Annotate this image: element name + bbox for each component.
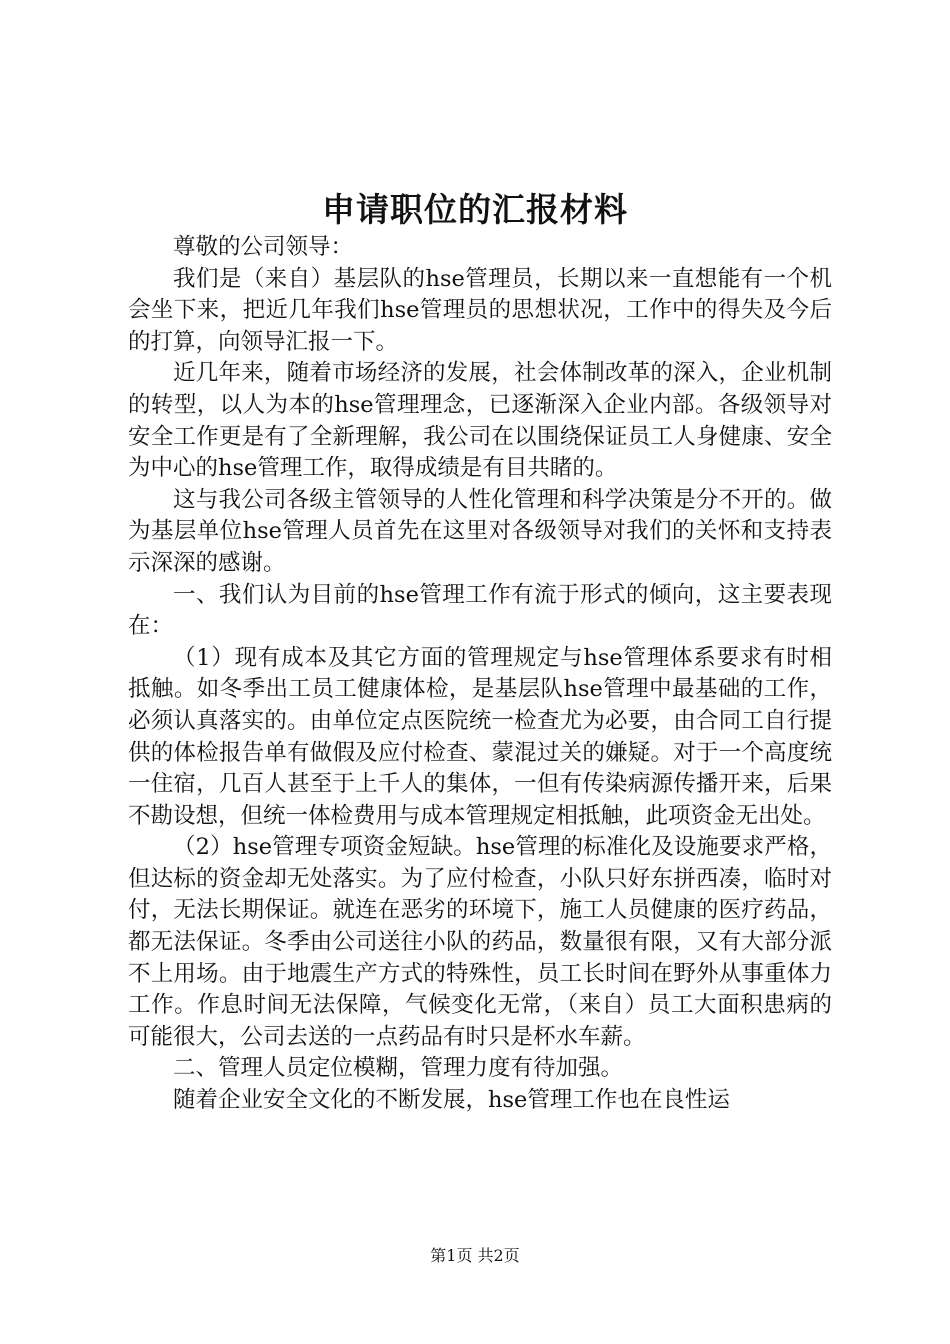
section-heading: 二、管理人员定位模糊，管理力度有待加强。 [173, 1055, 624, 1082]
paragraph-salutation: 尊敬的公司领导： [173, 234, 354, 260]
document-title: 申请职位的汇报材料 [322, 190, 628, 229]
section-heading: 一、我们认为目前的hse管理工作有流于形式的倾向，这主要表现在： [128, 581, 832, 640]
paragraph: 近几年来，随着市场经济的发展，社会体制改革的深入，企业机制的转型，以人为本的hse管理理念，已逐渐深入企业内部。各级领导对安全工作更是有了全新理解，我公司在以围绕保证员工人身健康、安全为中心的hse管理工作，取得成绩是有目共睹的。 [128, 360, 832, 482]
paragraph: 我们是（来自）基层队的hse管理员，长期以来一直想能有一个机会坐下来，把近几年我们hse管理员的思想状况，工作中的得失及今后的打算，向领导汇报一下。 [128, 265, 832, 355]
page-number-footer: 第1页 共2页 [430, 1246, 520, 1265]
paragraph: （1）现有成本及其它方面的管理规定与hse管理体系要求有时相抵触。如冬季出工员工健康体检，是基层队hse管理中最基础的工作，必须认真落实的。由单位定点医院统一检查尤为必要，由合同工自行提供的体检报告单有做假及应付检查、蒙混过关的嫌疑。对于一个高度统一住宿，几百人甚至于上千人的集体，一但有传染病源传播开来，后果不勘设想，但统一体检费用与成本管理规定相抵触，此项资金无出处。 [128, 644, 832, 829]
document-body [128, 232, 832, 1117]
paragraph: （2）hse管理专项资金短缺。hse管理的标准化及设施要求严格，但达标的资金却无处落实。为了应付检查，小队只好东拼西凑，临时对付，无法长期保证。就连在恶劣的环境下，施工人员健康的医疗药品，都无法保证。冬季由公司送往小队的药品，数量很有限，又有大部分派不上用场。由于地震生产方式的特殊性，员工长时间在野外从事重体力工作。作息时间无法保障，气候变化无常，（来自）员工大面积患病的可能很大，公司去送的一点药品有时只是杯水车薪。 [128, 834, 832, 1050]
paragraph: 这与我公司各级主管领导的人性化管理和科学决策是分不开的。做为基层单位hse管理人员首先在这里对各级领导对我们的关怀和支持表示深深的感谢。 [128, 486, 832, 576]
paragraph: 随着企业安全文化的不断发展，hse管理工作也在良性运 [173, 1087, 730, 1114]
